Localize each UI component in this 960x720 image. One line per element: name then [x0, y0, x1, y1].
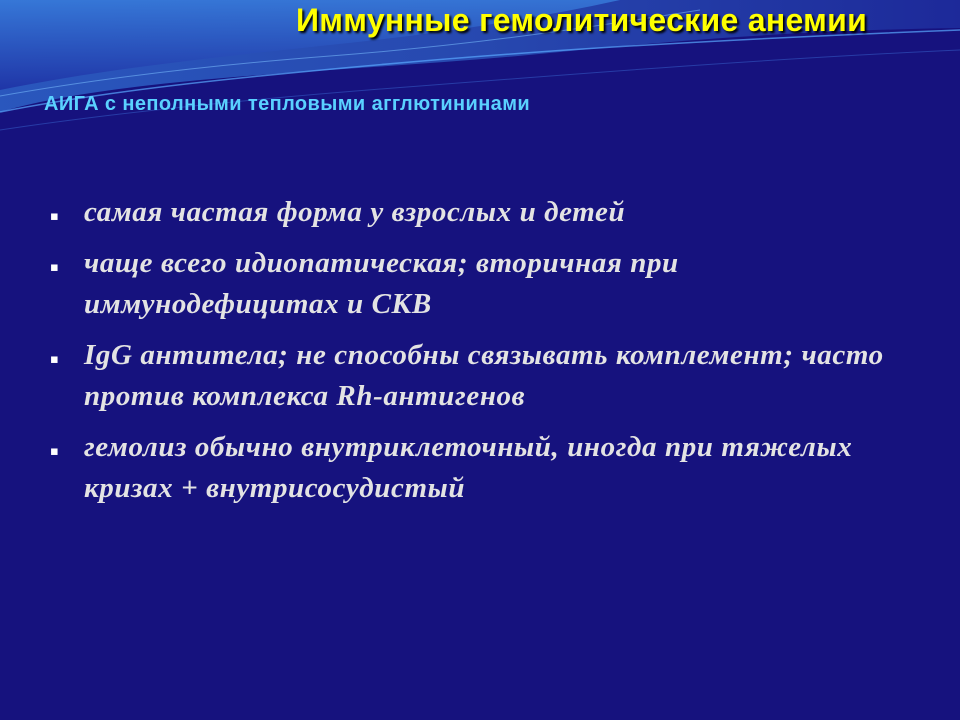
- square-bullet-icon: ▪: [50, 209, 60, 224]
- bullet-text: чаще всего идиопатическая; вторичная при иммунодефицитах и СКВ: [84, 247, 679, 320]
- square-bullet-icon: ▪: [50, 352, 60, 367]
- bullet-item: [48, 427, 928, 509]
- bullet-list: [48, 192, 928, 519]
- square-bullet-icon: ▪: [50, 260, 60, 275]
- slide-title: Иммунные гемолитические анемии: [296, 2, 868, 38]
- bullet-text: гемолиз обычно внутриклеточный, иногда при тяжелых кризах + внутрисосудистый: [84, 431, 853, 504]
- square-bullet-icon: ▪: [50, 444, 60, 459]
- bullet-item: [48, 335, 928, 417]
- bullet-item: [48, 243, 928, 325]
- bullet-text: самая частая форма у взрослых и детей: [84, 196, 626, 228]
- slide-subtitle: АИГА с неполными тепловыми агглютининами: [44, 93, 531, 115]
- bullet-item: [48, 192, 928, 233]
- bullet-text: IgG антитела; не способны связывать комплемент; часто против комплекса Rh-антигенов: [84, 339, 884, 412]
